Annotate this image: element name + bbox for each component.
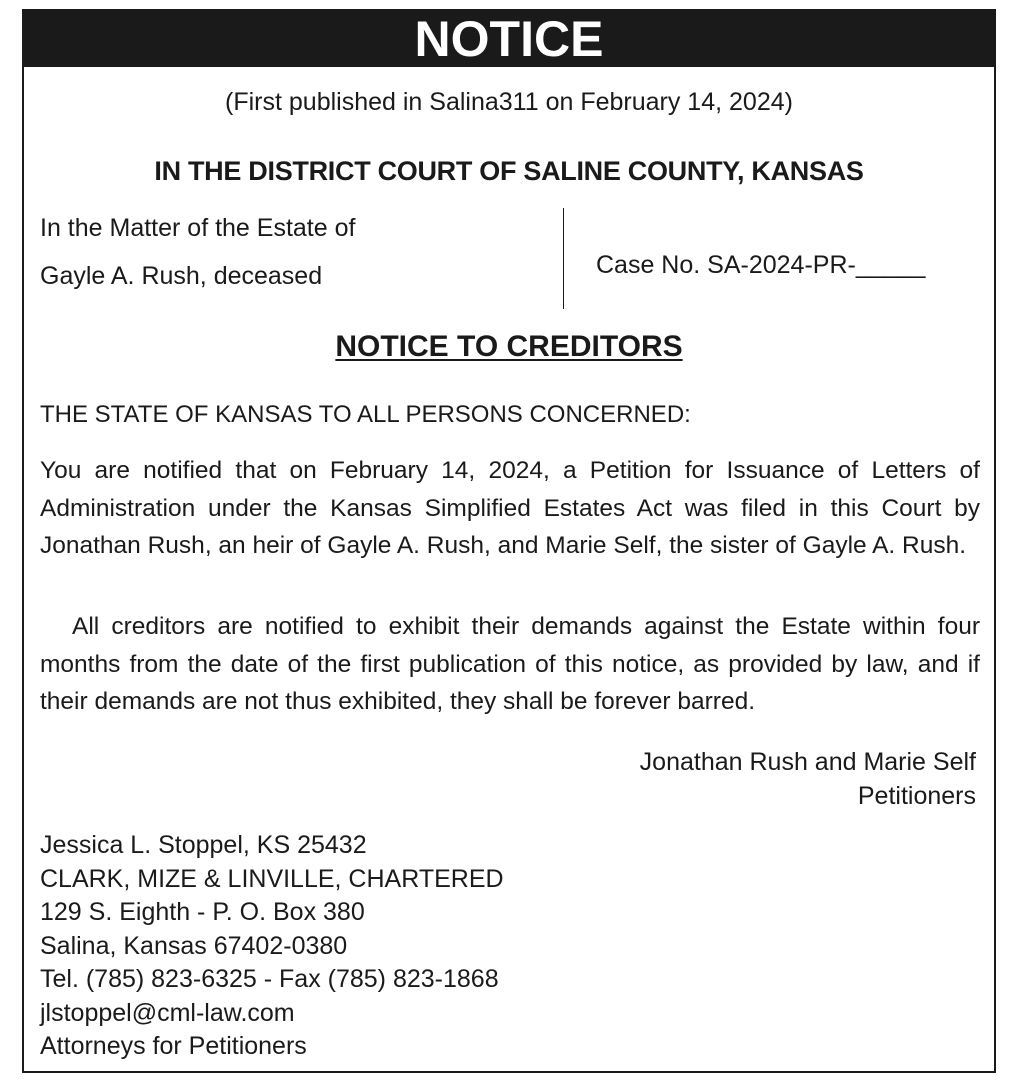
firm-phone-fax: Tel. (785) 823-6325 - Fax (785) 823-1868 — [40, 965, 499, 993]
law-firm: CLARK, MIZE & LINVILLE, CHARTERED — [40, 864, 504, 893]
legal-notice — [22, 9, 996, 1073]
salutation: THE STATE OF KANSAS TO ALL PERSONS CONCERNED: — [40, 401, 691, 428]
notice-title: NOTICE TO CREDITORS — [335, 330, 683, 363]
decedent-name: Gayle A. Rush, deceased — [40, 262, 323, 290]
attorney-email: jlstoppel@cml-law.com — [40, 998, 295, 1027]
firm-street-address: 129 S. Eighth - P. O. Box 380 — [40, 898, 365, 926]
notice-header: NOTICE — [24, 11, 994, 67]
attorney-role: Attorneys for Petitioners — [40, 1032, 307, 1060]
attorney-block — [40, 829, 504, 1064]
estate-matter-line: In the Matter of the Estate of — [40, 214, 356, 242]
petitioner-names: Jonathan Rush and Marie Self — [639, 748, 976, 776]
notice-paragraph: All creditors are notified to exhibit their demands against the Estate within four months from the date of the first publication of this notice, as provided by law, and if their demands are not thus exhibited, they shall be forever barred. — [40, 613, 980, 716]
court-heading: IN THE DISTRICT COURT OF SALINE COUNTY, KANSAS — [154, 156, 864, 186]
notice-paragraph: You are notified that on February 14, 2024, a Petition for Issuance of Letters of Administration under the Kansas Simplified Estates Act was filed in this Court by Jonathan Rush, an heir of Gayle A. Rush, and Marie Self, the sister of Gayle A. Rush. — [40, 457, 980, 560]
caption-divider — [563, 208, 564, 309]
petitioner-role: Petitioners — [857, 782, 976, 810]
firm-city-address: Salina, Kansas 67402-0380 — [40, 931, 348, 960]
case-number: Case No. SA-2024-PR-_____ — [596, 251, 926, 279]
publication-line: (First published in Salina311 on February 14, 2024) — [225, 88, 793, 116]
attorney-name: Jessica L. Stoppel, KS 25432 — [40, 831, 367, 859]
